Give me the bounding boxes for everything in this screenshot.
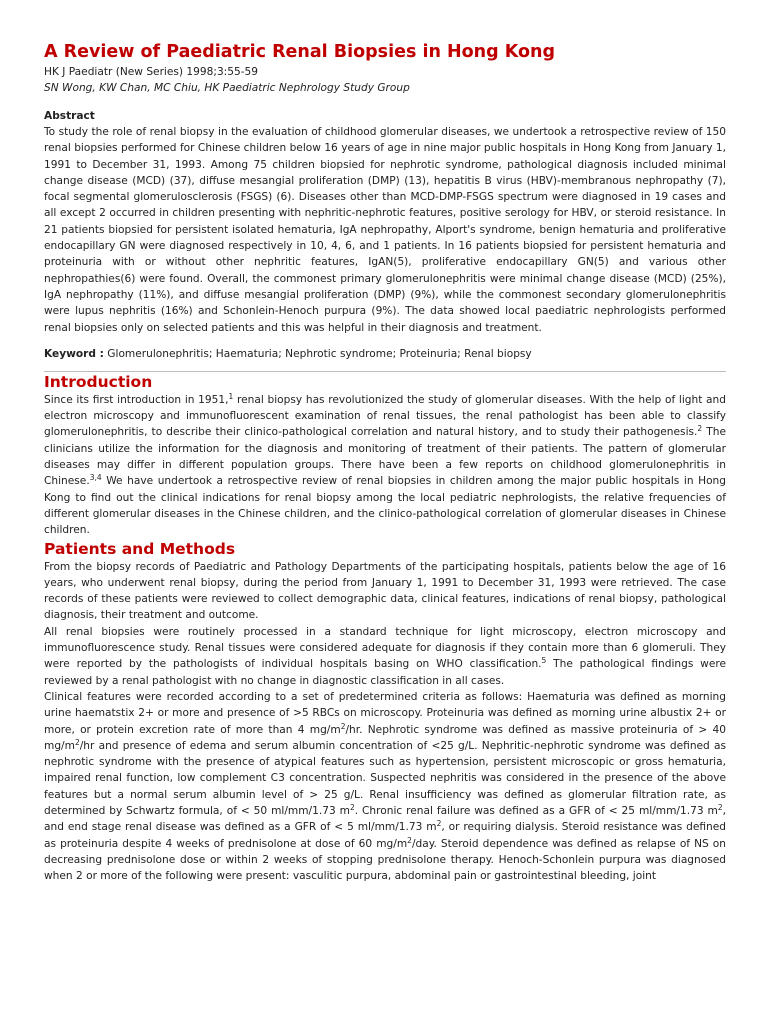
superscript: 2 — [436, 819, 442, 829]
keyword-list: Glomerulonephritis; Haematuria; Nephrotic syndrome; Proteinuria; Renal biopsy — [107, 347, 532, 360]
introduction-paragraph: Since its first introduction in 1951,$^1$ renal biopsy has revolutionized the study of glomerular diseases. With the help of light and electron microscopy and immunofluorescent examination of renal tissues, the renal pathologist has been able to classify glomerulonephritis, to describe their clinico-pathological correlation and natural history, and to study their pathogenesis.$^2$ The clinicians utilize the information for the diagnosis and monitoring of treatment of their patients. The pattern of glomerular diseases may differ in different population groups. There have been a few reports on childhood glomerulonephritis in Chinese.$^{3,4}$ We have undertook a retrospective review of renal biopsies in children among the major public hospitals in Hong Kong to find out the clinical indications for renal biopsy among the local pediatric nephrologists, the relative frequencies of different glomerular diseases in the Chinese children, and the clinico-pathological correlation of glomerular diseases in Chinese children. — [44, 391, 727, 537]
patients-methods-heading: Patients and Methods — [44, 539, 236, 558]
journal-citation: HK J Paediatr (New Series) 1998;3:55-59 — [44, 66, 259, 78]
keyword-label: Keyword : — [44, 347, 104, 360]
citation-ref[interactable]: 3,4 — [89, 473, 102, 483]
methods-paragraph-1: From the biopsy records of Paediatric and Pathology Departments of the participating hospitals, patients below the age of 16 years, who underwent renal biopsy, during the period from January 1, 1991 to December 31, 1993 were retrieved. The case records of these patients were reviewed to collect demographic data, clinical features, indications of renal biopsy, pathological diagnosis, their treatment and outcome. — [44, 560, 726, 622]
citation-ref[interactable]: 5 — [541, 656, 547, 666]
abstract-text: To study the role of renal biopsy in the evaluation of childhood glomerular diseases, we undertook a retrospective review of 150 renal biopsies performed for Chinese children below 16 years of age in nine major public hospitals in Hong Kong from January 1, 1991 to December 31, 1993. Among 75 children biopsied for nephrotic syndrome, pathological diagnosis included minimal change disease (MCD) (37), diffuse mesangial proliferation (DMP) (13), hepatitis B virus (HBV)-membranous nephropathy (7), focal segmental glomerulosclerosis (FSGS) (6). Diseases other than MCD-DMP-FSGS spectrum were diagnosed in 19 cases and all except 2 occurred in children presenting with nephritic-nephrotic features, positive serology for HBV, or steroid resistance. In 21 patients biopsied for persistent isolated hematuria, IgA nephropathy, Alport's syndrome, benign hematuria and proliferative endocapillary GN were diagnosed respectively in 10, 4, 6, and 1 patients. In 16 patients biopsied for persistent hematuria and proteinuria with or without other nephritic features, IgAN(5), proliferative endocapillary GN(5) and various other nephropathies(6) were found. Overall, the commonest primary glomerulonephritis were minimal change disease (MCD) (25%), IgA nephropathy (11%), and diffuse mesangial proliferation (DMP) (9%), while the commonest secondary glomerulonephritis were lupus nephritis (16%) and Schonlein-Henoch purpura (9%). The data showed local paediatric nephrologists performed renal biopsies only on selected patients and this was helpful in their diagnosis and treatment. — [44, 126, 726, 334]
citation-ref[interactable]: 2 — [697, 424, 703, 434]
methods-paragraph-3: Clinical features were recorded according to a set of predetermined criteria as follows: Haematuria was defined as morning urine haematstix 2+ or more and presence of >5 RBCs on microscopy. Proteinuria was defined as morning urine albustix 2+ or more, or protein excretion rate of more than 4 $mg/m^2/hr$. Nephrotic syndrome was defined as massive proteinuria of > 40 $mg/m^2/hr$ and presence of edema and serum albumin concentration of <25 g/L. Nephritic-nephrotic syndrome was defined as nephrotic syndrome with the presence of atypical features such as hypertension, persistent microscopic or gross hematuria, impaired renal function, low complement C3 concentration. Suspected nephritis was considered in the presence of the above features but a normal serum albumin level of > 25 g/L. Renal insufficiency was defined as glomerular filtration rate, as determined by Schwartz formula, of < 50 ml/mm/1.73 $m^2$. Chronic renal failure was defined as a GFR of < 25 ml/mm/1.73 $m^2$, and end stage renal disease was defined as a GFR of < 5 ml/mm/1.73 $m^2$, or requiring dialysis. Steroid resistance was defined as proteinuria despite 4 weeks of prednisolone at dose of 60 $mg/m^2$/day. Steroid dependence was defined as relapse of NS on decreasing prednisolone dose or within 2 weeks of stopping prednisolone therapy. Henoch-Schonlein purpura was diagnosed when 2 or more of the following were present: vasculitic purpura, abdominal pain or gastrointestinal bleeding, joint — [44, 690, 727, 883]
superscript: 2 — [717, 802, 723, 812]
article-title: A Review of Paediatric Renal Biopsies in Hong Kong — [44, 42, 556, 62]
abstract-heading: Abstract — [44, 110, 95, 122]
superscript: 2 — [349, 802, 355, 812]
superscript: 2 — [340, 721, 346, 731]
author-list: SN Wong, KW Chan, MC Chiu, HK Paediatric Nephrology Study Group — [44, 82, 410, 94]
superscript: 2 — [407, 835, 412, 845]
methods-paragraph-2: All renal biopsies were routinely processed in a standard technique for light microscopy, electron microscopy and immunofluorescence study. Renal tissues were considered adequate for diagnosis if they contain more than 6 glomeruli. They were reported by the pathologists of individual hospitals basing on WHO classification.$^5$ The pathological findings were reviewed by a renal pathologist with no change in diagnostic classification in all cases. — [44, 625, 726, 687]
introduction-heading: Introduction — [44, 372, 153, 391]
citation-ref[interactable]: 1 — [228, 391, 234, 401]
superscript: 2 — [74, 737, 80, 747]
keyword-line — [44, 346, 726, 362]
